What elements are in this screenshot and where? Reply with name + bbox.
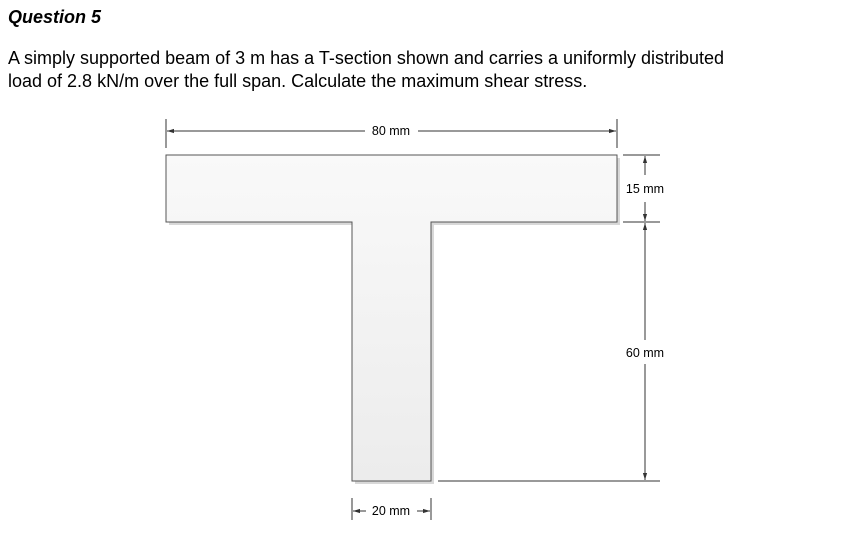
t-section-shape <box>166 155 617 481</box>
dimension-flange-width <box>166 119 617 148</box>
question-line-2: load of 2.8 kN/m over the full span. Calculate the maximum shear stress. <box>8 71 588 91</box>
dimension-flange-thickness <box>623 155 664 222</box>
question-line-1: A simply supported beam of 3 m has a T-section shown and carries a uniformly distributed <box>8 48 725 68</box>
dimension-web-height <box>438 223 664 481</box>
question-title: Question 5 <box>8 7 102 27</box>
dimension-web-width <box>352 498 431 520</box>
flange-width-label: 80 mm <box>371 124 411 138</box>
flange-thickness-label: 15 mm <box>625 182 665 196</box>
web-height-label: 60 mm <box>625 346 665 360</box>
web-width-label: 20 mm <box>371 504 411 518</box>
